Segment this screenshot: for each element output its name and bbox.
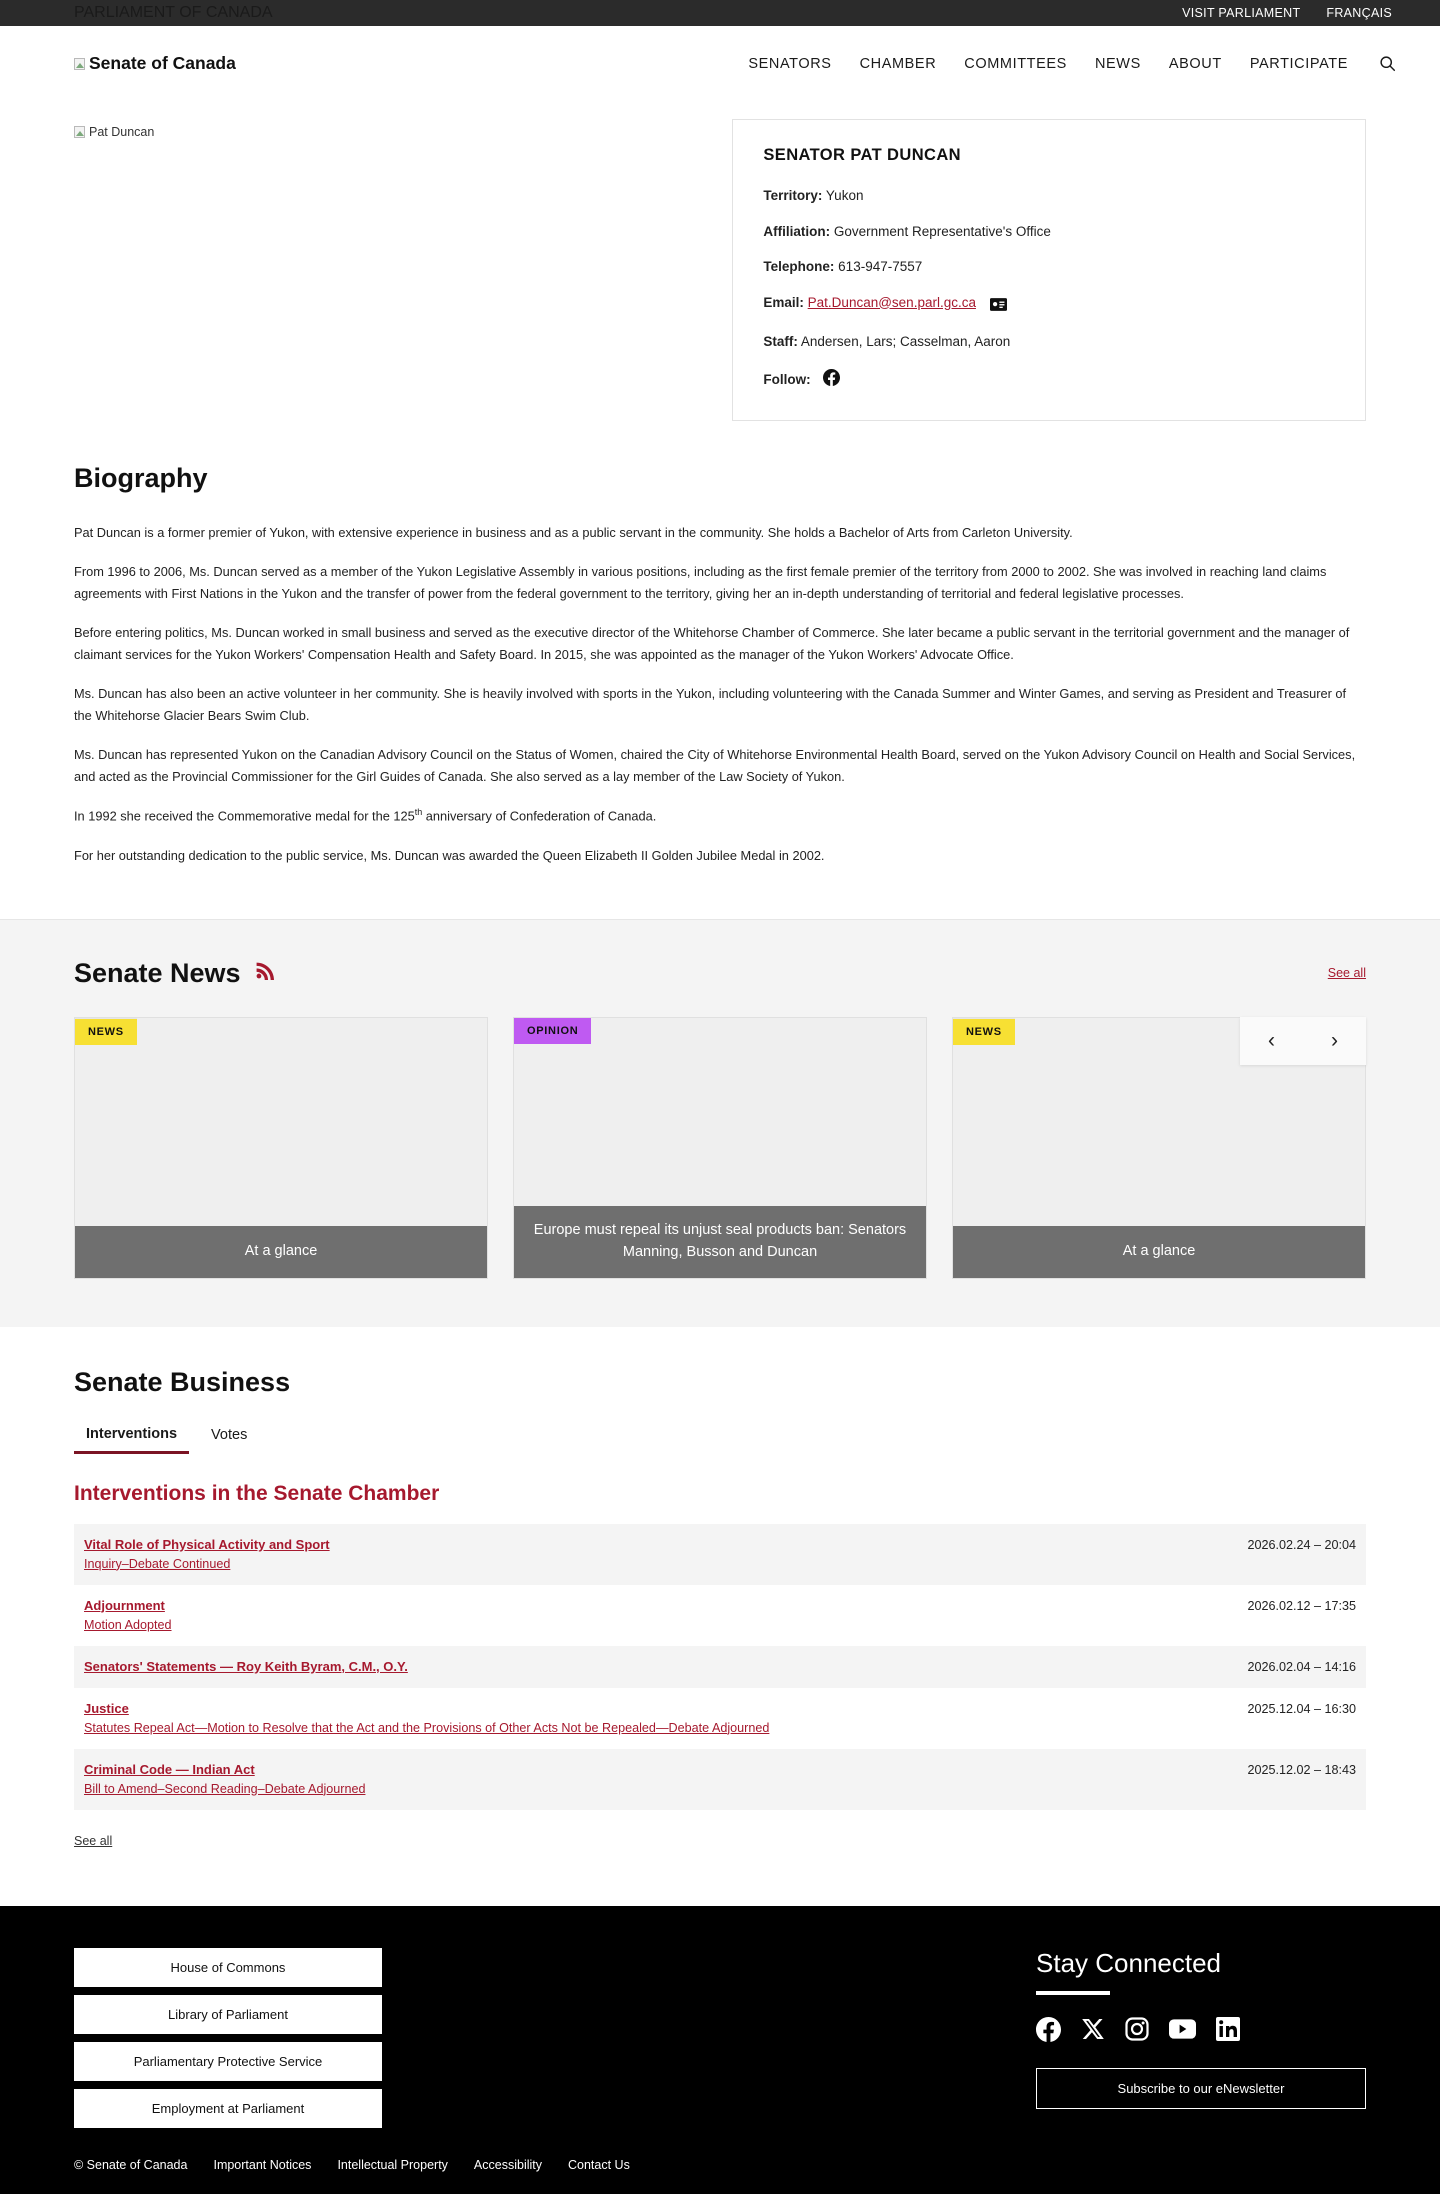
business-tabs xyxy=(74,1420,1366,1454)
visit-parliament-link[interactable]: VISIT PARLIAMENT xyxy=(1182,6,1301,20)
footer-link-important-notices[interactable]: Important Notices xyxy=(213,2157,312,2172)
senate-news-section xyxy=(0,919,1440,1327)
senate-business-heading: Senate Business xyxy=(74,1366,291,1397)
francais-link[interactable]: FRANÇAIS xyxy=(1326,6,1392,20)
senate-news-header xyxy=(74,958,1366,989)
field-email xyxy=(763,294,1335,316)
contact-card-icon[interactable] xyxy=(990,298,1007,316)
facebook-icon[interactable] xyxy=(1036,2017,1061,2042)
intervention-title[interactable]: Senators' Statements — Roy Keith Byram, C.M., O.Y. xyxy=(84,1658,408,1674)
chevron-right-icon[interactable]: › xyxy=(1303,1017,1366,1065)
footer-link-library-of-parliament[interactable]: Library of Parliament xyxy=(74,1995,382,2034)
footer-legal-links xyxy=(74,2128,1366,2194)
news-card-caption: At a glance xyxy=(953,1226,1365,1278)
intervention-date: 2026.02.24 – 20:04 xyxy=(1247,1537,1356,1552)
intervention-subtitle[interactable]: Bill to Amend–Second Reading–Debate Adjourned xyxy=(84,1781,366,1796)
table-row[interactable] xyxy=(74,1524,1366,1585)
intervention-title[interactable]: Adjournment xyxy=(84,1597,165,1613)
site-header xyxy=(0,26,1440,101)
footer-partner-links xyxy=(74,1948,382,2128)
footer-link-contact-us[interactable]: Contact Us xyxy=(568,2157,630,2172)
table-row[interactable] xyxy=(74,1585,1366,1646)
senate-business-section xyxy=(0,1327,1440,1906)
field-affiliation-label: Affiliation: xyxy=(763,223,831,239)
news-card-thumbnail xyxy=(75,1018,487,1226)
nav-about[interactable]: ABOUT xyxy=(1168,55,1222,72)
tab-interventions[interactable]: Interventions xyxy=(74,1420,189,1454)
news-see-all-link[interactable]: See all xyxy=(1327,966,1366,981)
biography-heading: Biography xyxy=(74,463,208,494)
interventions-subheading: Interventions in the Senate Chamber xyxy=(74,1481,440,1505)
biography-paragraph: Ms. Duncan has represented Yukon on the Canadian Advisory Council on the Status of Women, chaired the City of Whitehorse Environmental Health Board, served on the Yukon Advisory Council on Health and Social Services, and acted as the Provincial Commissioner for the Girl Guides of Canada. She also served as a lay member of the Law Society of Yukon. xyxy=(74,747,1356,785)
footer-link-house-of-commons[interactable]: House of Commons xyxy=(74,1948,382,1987)
field-affiliation xyxy=(763,223,1335,241)
youtube-icon[interactable] xyxy=(1169,2017,1196,2041)
intervention-date: 2026.02.12 – 17:35 xyxy=(1247,1598,1356,1613)
footer-link-intellectual-property[interactable]: Intellectual Property xyxy=(337,2157,448,2172)
senator-hero xyxy=(0,101,1440,421)
biography-section xyxy=(0,421,1440,918)
field-follow-label: Follow: xyxy=(763,371,811,387)
intervention-subtitle[interactable]: Motion Adopted xyxy=(84,1617,172,1632)
chevron-left-icon[interactable]: ‹ xyxy=(1240,1017,1303,1065)
parliament-brand: PARLIAMENT OF CANADA xyxy=(74,4,273,21)
stay-connected-block xyxy=(1036,1948,1366,2109)
news-card[interactable] xyxy=(513,1017,927,1279)
nav-chamber[interactable]: CHAMBER xyxy=(859,55,937,72)
intervention-date: 2025.12.04 – 16:30 xyxy=(1247,1701,1356,1716)
biography-paragraph: For her outstanding dedication to the public service, Ms. Duncan was awarded the Queen Elizabeth II Golden Jubilee Medal in 2002. xyxy=(74,847,825,863)
carousel-controls xyxy=(1240,1017,1366,1065)
x-twitter-icon[interactable] xyxy=(1081,2017,1105,2041)
medal-text-pre: In 1992 she received the Commemorative medal for the 125 xyxy=(74,808,415,824)
table-row[interactable] xyxy=(74,1749,1366,1810)
senator-email-link[interactable]: Pat.Duncan@sen.parl.gc.ca xyxy=(807,294,976,310)
intervention-title[interactable]: Justice xyxy=(84,1700,129,1716)
tab-votes[interactable]: Votes xyxy=(199,1420,259,1454)
intervention-title[interactable]: Criminal Code — Indian Act xyxy=(84,1761,255,1777)
nav-senators[interactable]: SENATORS xyxy=(748,55,832,72)
senator-photo-alt-text: Pat Duncan xyxy=(89,125,155,139)
field-staff xyxy=(763,333,1335,351)
site-logo[interactable] xyxy=(74,53,236,74)
news-card-tag: OPINION xyxy=(514,1018,591,1044)
senator-photo-column xyxy=(74,119,732,143)
nav-committees[interactable]: COMMITTEES xyxy=(964,55,1067,72)
medal-ordinal-suffix: th xyxy=(414,807,423,818)
interventions-list xyxy=(74,1524,1366,1810)
biography-paragraph: From 1996 to 2006, Ms. Duncan served as a member of the Yukon Legislative Assembly in various positions, including as the first female premier of the territory from 2000 to 2002. She was involved in reaching land claims agreements with First Nations in the Yukon and the transfer of power from the federal government to the territory, giving her an in-depth understanding of territorial and federal legislative processes. xyxy=(74,564,1327,602)
field-email-label: Email: xyxy=(763,294,804,310)
intervention-title[interactable]: Vital Role of Physical Activity and Sport xyxy=(84,1536,330,1552)
field-territory-label: Territory: xyxy=(763,188,823,203)
table-row[interactable] xyxy=(74,1688,1366,1749)
field-affiliation-value: Government Representative's Office xyxy=(833,223,1051,239)
field-territory xyxy=(763,187,1335,205)
medal-text-post: anniversary of Confederation of Canada. xyxy=(422,808,657,824)
news-carousel xyxy=(74,1017,1366,1279)
biography-paragraph-medal xyxy=(74,805,1366,827)
nav-participate[interactable]: PARTICIPATE xyxy=(1249,55,1348,72)
search-icon[interactable] xyxy=(1374,51,1400,77)
stay-connected-heading: Stay Connected xyxy=(1036,1947,1222,1978)
field-territory-value: Yukon xyxy=(825,188,864,203)
interventions-see-all-link[interactable]: See all xyxy=(74,1833,113,1848)
senator-photo xyxy=(74,125,154,139)
field-staff-label: Staff: xyxy=(763,334,798,350)
rss-icon[interactable] xyxy=(255,961,274,985)
news-card-tag: NEWS xyxy=(75,1018,137,1045)
biography-paragraph: Ms. Duncan has also been an active volunteer in her community. She is heavily involved with sports in the Yukon, including volunteering with the Canada Summer and Winter Games, and serving as President and Treasurer of the Whitehorse Glacier Bears Swim Club. xyxy=(74,686,1347,724)
broken-image-icon xyxy=(74,126,85,138)
biography-paragraph: Pat Duncan is a former premier of Yukon, with extensive experience in business and as a public servant in the community. She holds a Bachelor of Arts from Carleton University. xyxy=(74,525,1073,541)
field-telephone-label: Telephone: xyxy=(763,259,835,275)
table-row[interactable] xyxy=(74,1646,1366,1688)
intervention-subtitle[interactable]: Inquiry–Debate Continued xyxy=(84,1556,231,1571)
site-footer xyxy=(0,1906,1440,2194)
intervention-date: 2026.02.04 – 14:16 xyxy=(1247,1659,1356,1674)
broken-image-icon xyxy=(74,58,85,70)
nav-news[interactable]: NEWS xyxy=(1094,55,1141,72)
news-card[interactable] xyxy=(74,1017,488,1279)
social-links xyxy=(1036,2017,1366,2042)
primary-navigation xyxy=(734,46,1400,82)
news-card-caption: Europe must repeal its unjust seal products ban: Senators Manning, Busson and Duncan xyxy=(514,1206,926,1278)
biography-paragraph: Before entering politics, Ms. Duncan worked in small business and served as the executive director of the Whitehorse Chamber of Commerce. She later became a public servant in the territorial government and the manager of claimant services for the Yukon Workers' Compensation Health and Safety Board. In 2015, she was appointed as the manager of the Yukon Workers' Advocate Office. xyxy=(74,625,1350,663)
intervention-subtitle[interactable]: Statutes Repeal Act—Motion to Resolve that the Act and the Provisions of Other Acts Not be Repealed—Debate Adjourned xyxy=(84,1720,770,1735)
footer-link-accessibility[interactable]: Accessibility xyxy=(473,2157,542,2172)
copyright-text: © Senate of Canada xyxy=(74,2157,188,2172)
field-telephone-value: 613-947-7557 xyxy=(838,259,923,275)
senate-news-heading: Senate News xyxy=(74,957,241,988)
field-telephone xyxy=(763,258,1335,276)
intervention-date: 2025.12.02 – 18:43 xyxy=(1247,1762,1356,1777)
senator-name: SENATOR PAT DUNCAN xyxy=(763,146,961,164)
instagram-icon[interactable] xyxy=(1125,2017,1149,2041)
footer-link-parliamentary-protective-service[interactable]: Parliamentary Protective Service xyxy=(74,2042,382,2081)
subscribe-newsletter-button[interactable]: Subscribe to our eNewsletter xyxy=(1036,2068,1366,2109)
news-card-thumbnail xyxy=(514,1018,926,1207)
field-follow xyxy=(763,369,1335,391)
facebook-icon[interactable] xyxy=(823,369,840,391)
news-card-caption: At a glance xyxy=(75,1226,487,1278)
utility-bar xyxy=(0,0,1440,26)
footer-link-employment-at-parliament[interactable]: Employment at Parliament xyxy=(74,2089,382,2128)
linkedin-icon[interactable] xyxy=(1216,2017,1240,2041)
senator-info-card xyxy=(732,119,1366,421)
divider xyxy=(1036,1991,1110,1995)
utility-links xyxy=(1182,6,1392,20)
field-staff-value: Andersen, Lars; Casselman, Aaron xyxy=(800,334,1011,350)
news-card-tag: NEWS xyxy=(953,1018,1015,1045)
site-logo-text: Senate of Canada xyxy=(89,53,236,73)
